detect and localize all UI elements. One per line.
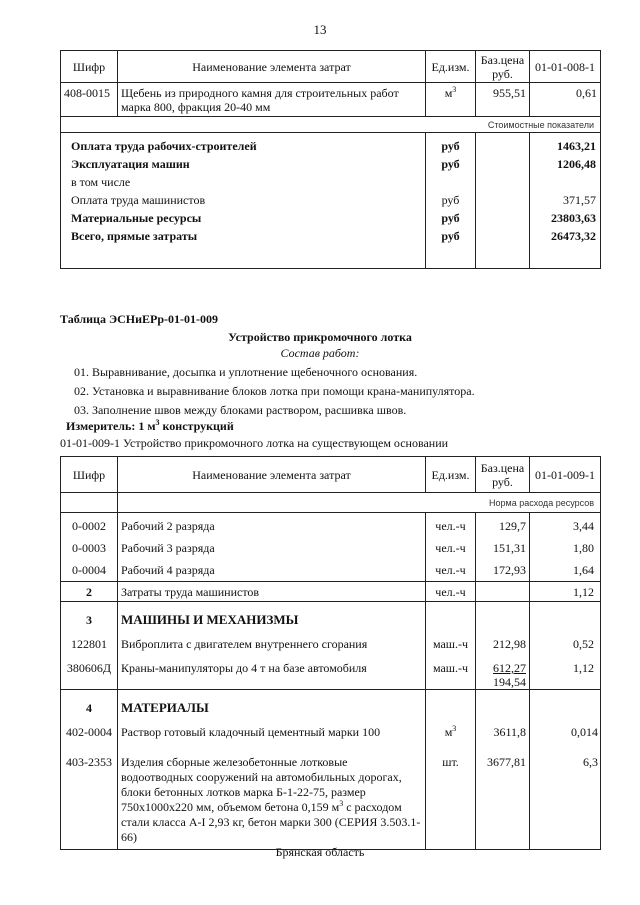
machine-name: Краны-манипуляторы до 4 т на базе автомобиля — [121, 661, 367, 675]
cost-value: 23803,63 — [551, 211, 596, 225]
group-code: 3 — [86, 613, 92, 627]
material-code: 403-2353 — [66, 755, 112, 769]
cost-label: Оплата труда машинистов — [71, 193, 206, 207]
machine-unit: маш.-ч — [432, 637, 469, 651]
header-base-price: Баз.цена руб. — [476, 457, 530, 493]
worker-value: 1,64 — [573, 563, 594, 577]
worker-value: 3,44 — [573, 519, 594, 533]
section-label: Стоимостные показатели — [61, 117, 601, 133]
measure-line: Измеритель: 1 $м^3$ конструкций — [66, 418, 234, 433]
cost-label: Материальные ресурсы — [71, 211, 202, 225]
material-price: 3677,81 — [487, 755, 526, 769]
row-name: Щебень из природного камня для строительных работ марка 800, фракция 20-40 мм — [118, 83, 426, 117]
resource-table-2 — [60, 456, 601, 850]
material-unit: $м^3$ — [444, 724, 457, 739]
header-norm-code: 01-01-009-1 — [530, 457, 601, 493]
machine-price: 612,27 — [493, 661, 526, 675]
cost-unit: руб — [441, 229, 460, 243]
row-code: 408-0015 — [61, 83, 118, 117]
worker-price: 129,7 — [499, 519, 526, 533]
workers-block — [61, 513, 601, 582]
worker-unit: чел.-ч — [435, 563, 466, 577]
row-unit: $м^3$ — [426, 83, 476, 117]
section-label-row — [61, 493, 601, 513]
machine-value: 1,12 — [573, 661, 594, 675]
cost-value: 371,57 — [563, 193, 596, 207]
page-footer: Брянская область — [275, 845, 365, 859]
machines-block — [61, 602, 601, 690]
material-code: 402-0004 — [66, 725, 112, 739]
cost-value: 1206,48 — [557, 157, 596, 171]
worker-unit: чел.-ч — [435, 541, 466, 555]
worker-name: Рабочий 4 разряда — [121, 563, 215, 577]
cost-unit — [429, 173, 472, 191]
machine-code: 380606Д — [66, 661, 112, 675]
table-row — [61, 83, 601, 117]
material-unit: шт. — [442, 755, 459, 769]
material-name: Изделия сборные железобетонные лотковые водоотводных сооружений на автомобильных дорогах, блоки бетонных лотков марка Б-1-22-75, размер 750х1000х220 мм, объемом бетона 0,159 $м^3$ с расходом стали класса А-I 2,93 кг, бетон марки 300 (СЕРИЯ 3.503.1-66) — [121, 755, 421, 844]
cost-summary-block — [61, 133, 601, 269]
worker-value: 1,80 — [573, 541, 594, 555]
table-title: Таблица ЭСНиЕРр-01-01-009 — [60, 312, 219, 326]
section-label: Норма расхода ресурсов — [118, 493, 601, 513]
machine-value: 0,52 — [573, 637, 594, 651]
group-name: МАШИНЫ И МЕХАНИЗМЫ — [121, 612, 299, 627]
cost-value: 1463,21 — [557, 139, 596, 153]
machinist-row — [61, 582, 601, 602]
machinist-value: 1,12 — [530, 582, 601, 602]
material-name: Раствор готовый кладочный цементный марки 100 — [121, 725, 381, 739]
cost-table-1 — [60, 50, 601, 269]
work-item: 03. Заполнение швов между блоками раствором, расшивка швов. — [74, 403, 407, 417]
worker-unit: чел.-ч — [435, 519, 466, 533]
section-heading: Устройство прикромочного лотка — [228, 330, 412, 344]
material-value: 0,014 — [571, 725, 598, 739]
header-code: Шифр — [61, 457, 118, 493]
worker-price: 151,31 — [493, 541, 526, 555]
work-item: 02. Установка и выравнивание блоков лотка при помощи крана-манипулятора. — [74, 384, 475, 398]
cost-unit: руб — [441, 157, 460, 171]
machinist-unit: чел.-ч — [426, 582, 476, 602]
machinist-code: 2 — [61, 582, 118, 602]
worker-name: Рабочий 2 разряда — [121, 519, 215, 533]
cost-label: Эксплуатация машин — [71, 157, 190, 171]
works-list — [74, 363, 475, 420]
cost-unit: руб — [441, 139, 460, 153]
work-item: 01. Выравнивание, досыпка и уплотнение щебеночного основания. — [74, 365, 418, 379]
machine-price: 212,98 — [493, 637, 526, 651]
cost-label: Всего, прямые затраты — [71, 229, 198, 243]
page-number: 13 — [313, 22, 327, 37]
table1-header-row — [61, 51, 601, 83]
cost-unit: руб — [441, 211, 460, 225]
worker-name: Рабочий 3 разряда — [121, 541, 215, 555]
cost-value — [533, 173, 596, 191]
machine-unit: маш.-ч — [432, 661, 469, 675]
header-name: Наименование элемента затрат — [118, 457, 426, 493]
materials-block — [61, 690, 601, 850]
worker-code: 0-0003 — [72, 541, 106, 555]
cost-label: Оплата труда рабочих-строителей — [71, 139, 257, 153]
header-norm-code: 01-01-008-1 — [530, 51, 601, 83]
group-code: 4 — [86, 701, 92, 715]
header-unit: Ед.изм. — [426, 457, 476, 493]
cost-unit: руб — [441, 193, 460, 207]
machine-price-secondary: 194,54 — [493, 675, 526, 689]
section-subheading: Состав работ: — [280, 346, 360, 360]
section-label-row — [61, 117, 601, 133]
material-price: 3611,8 — [493, 725, 526, 739]
machine-code: 122801 — [71, 637, 107, 651]
cost-label: в том числе — [71, 175, 131, 189]
machine-name: Виброплита с двигателем внутреннего сгорания — [121, 637, 368, 651]
material-value: 6,3 — [583, 755, 598, 769]
worker-price: 172,93 — [493, 563, 526, 577]
header-name: Наименование элемента затрат — [118, 51, 426, 83]
group-name: МАТЕРИАЛЫ — [121, 700, 209, 715]
row-value: 0,61 — [530, 83, 601, 117]
row-price: 955,51 — [476, 83, 530, 117]
worker-code: 0-0004 — [72, 563, 106, 577]
header-code: Шифр — [61, 51, 118, 83]
worker-code: 0-0002 — [72, 519, 106, 533]
cost-value: 26473,32 — [551, 229, 596, 243]
table-subtitle: 01-01-009-1 Устройство прикромочного лотка на существующем основании — [60, 436, 449, 450]
header-base-price: Баз.цена руб. — [476, 51, 530, 83]
machinist-name: Затраты труда машинистов — [118, 582, 426, 602]
header-unit: Ед.изм. — [426, 51, 476, 83]
table2-header-row — [61, 457, 601, 493]
